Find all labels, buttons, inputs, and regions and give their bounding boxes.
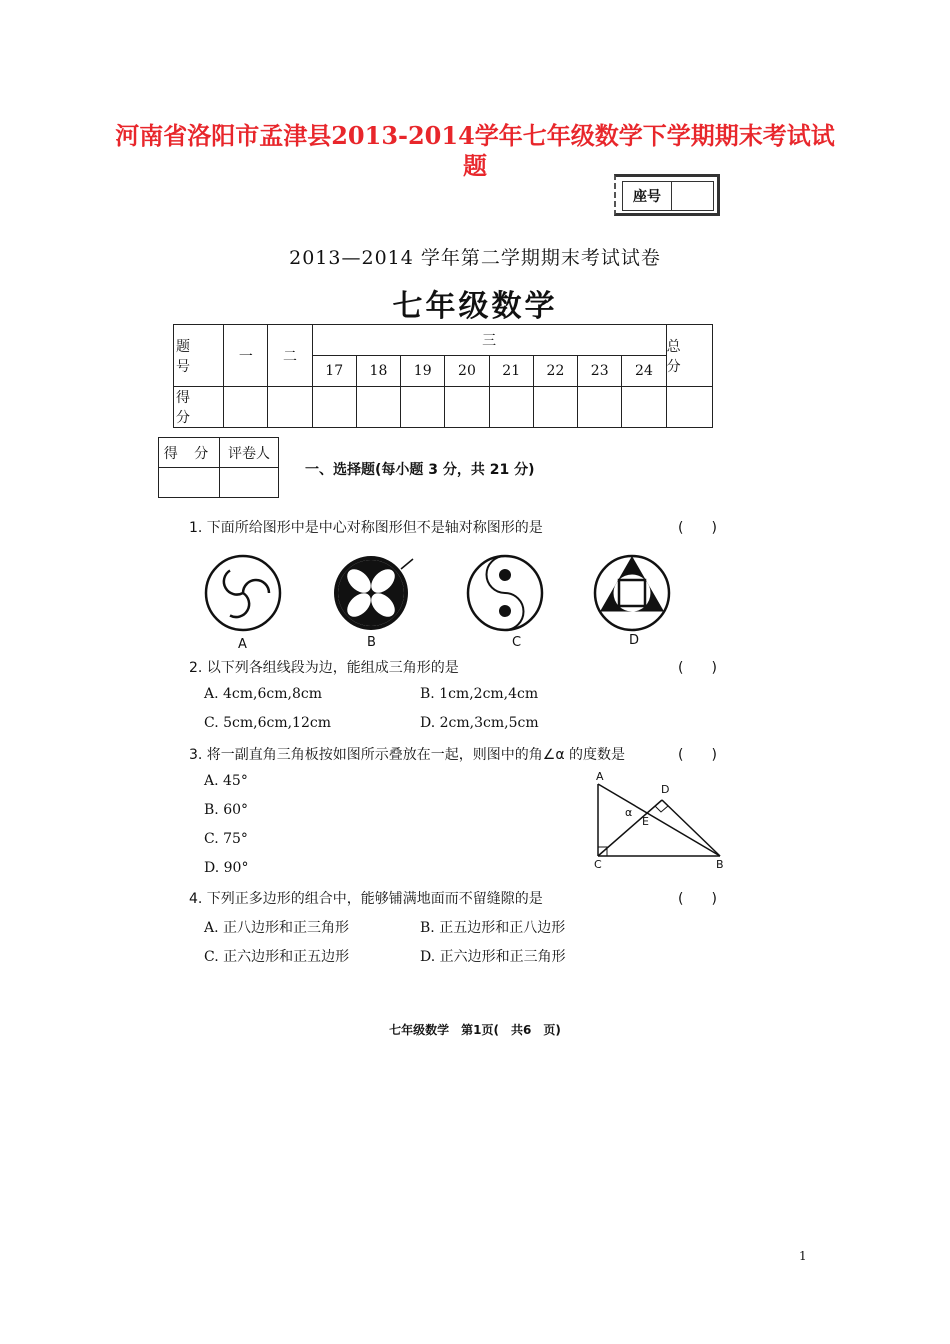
row-label-question: 题 号 — [174, 325, 224, 387]
grader-label: 评卷人 — [220, 438, 279, 468]
subject-title: 七年级数学 — [392, 289, 558, 324]
sub-col-24: 24 — [622, 356, 666, 387]
score-cell[interactable] — [489, 387, 533, 428]
q2-option-d[interactable]: D. 2cm,3cm,5cm — [420, 715, 539, 731]
figure-label-c: C — [512, 635, 522, 650]
grader-name-field[interactable] — [220, 468, 279, 498]
seat-number-field[interactable] — [672, 182, 713, 210]
score-cell[interactable] — [533, 387, 577, 428]
fig3-label-e: E — [642, 815, 649, 828]
question-3-text: 3. 将一副直角三角板按如图所示叠放在一起，则图中的角∠α 的度数是 — [189, 747, 626, 763]
q4-option-c[interactable]: C. 正六边形和正五边形 — [204, 949, 350, 965]
sub-col-18: 18 — [356, 356, 400, 387]
q4-option-b[interactable]: B. 正五边形和正八边形 — [420, 920, 566, 936]
score-cell[interactable] — [356, 387, 400, 428]
score-table — [173, 324, 713, 428]
col-one-header: 一 — [224, 325, 268, 387]
figure-a-icon — [206, 556, 280, 630]
question-2-text: 2. 以下列各组线段为边，能组成三角形的是 — [189, 660, 459, 676]
score-cell[interactable] — [224, 387, 268, 428]
q2-option-a[interactable]: A. 4cm,6cm,8cm — [204, 686, 322, 702]
figure-label-d: D — [629, 633, 640, 648]
page-footer: 七年级数学 第1页( 共6 页) — [389, 1023, 561, 1037]
seat-label: 座号 — [623, 182, 672, 210]
q2-option-c[interactable]: C. 5cm,6cm,12cm — [204, 715, 331, 731]
col-three-header: 三 — [312, 325, 666, 356]
seat-number-box — [614, 174, 720, 216]
figure-label-b: B — [367, 635, 376, 650]
answer-paren-3[interactable]: ( ) — [678, 747, 717, 763]
section1-title: 一、选择题(每小题 3 分，共 21 分) — [305, 462, 535, 478]
q2-option-b[interactable]: B. 1cm,2cm,4cm — [420, 686, 539, 702]
q3-option-a[interactable]: A. 45° — [204, 773, 248, 789]
figure-d-icon — [595, 556, 669, 630]
sub-col-19: 19 — [401, 356, 445, 387]
q3-option-b[interactable]: B. 60° — [204, 802, 249, 818]
q3-option-d[interactable]: D. 90° — [204, 860, 249, 876]
sub-col-21: 21 — [489, 356, 533, 387]
figure-label-a: A — [238, 637, 247, 652]
document-title-line1: 河南省洛阳市孟津县2013-2014学年七年级数学下学期期末考试试 — [115, 121, 835, 150]
exam-heading: 2013—2014 学年第二学期期末考试试卷 — [289, 247, 661, 269]
fig3-label-alpha: α — [625, 806, 633, 819]
sub-col-20: 20 — [445, 356, 489, 387]
question-4-text: 4. 下列正多边形的组合中，能够铺满地面而不留缝隙的是 — [189, 891, 543, 907]
q3-option-c[interactable]: C. 75° — [204, 831, 248, 847]
fig3-label-d: D — [661, 783, 670, 796]
grader-score-field[interactable] — [159, 468, 220, 498]
question-1-text: 1. 下面所给图形中是中心对称图形但不是轴对称图形的是 — [189, 520, 543, 536]
score-cell[interactable] — [666, 387, 712, 428]
score-cell[interactable] — [578, 387, 622, 428]
row-label-score: 得 分 — [174, 387, 224, 428]
answer-paren-4[interactable]: ( ) — [678, 891, 717, 907]
score-cell[interactable] — [312, 387, 356, 428]
score-cell[interactable] — [401, 387, 445, 428]
sub-col-22: 22 — [533, 356, 577, 387]
fig3-label-a: A — [596, 770, 604, 783]
sub-col-23: 23 — [578, 356, 622, 387]
q4-option-d[interactable]: D. 正六边形和正三角形 — [420, 949, 566, 965]
score-cell[interactable] — [268, 387, 312, 428]
page-number: 1 — [799, 1249, 807, 1263]
grader-score-label: 得 分 — [159, 438, 220, 468]
figure-b-icon — [334, 556, 413, 630]
score-cell[interactable] — [445, 387, 489, 428]
answer-paren-1[interactable]: ( ) — [678, 520, 717, 536]
question-1-figures — [195, 545, 755, 655]
sub-col-17: 17 — [312, 356, 356, 387]
fig3-label-c: C — [594, 858, 602, 871]
q4-option-a[interactable]: A. 正八边形和正三角形 — [204, 920, 350, 936]
answer-paren-2[interactable]: ( ) — [678, 660, 717, 676]
col-total-header: 总 分 — [666, 325, 712, 387]
document-title-line2: 题 — [463, 151, 487, 180]
figure-c-icon — [468, 556, 542, 630]
score-cell[interactable] — [622, 387, 666, 428]
fig3-label-b: B — [716, 858, 724, 871]
grader-table — [158, 437, 279, 498]
col-two-header: 二 — [268, 325, 312, 387]
